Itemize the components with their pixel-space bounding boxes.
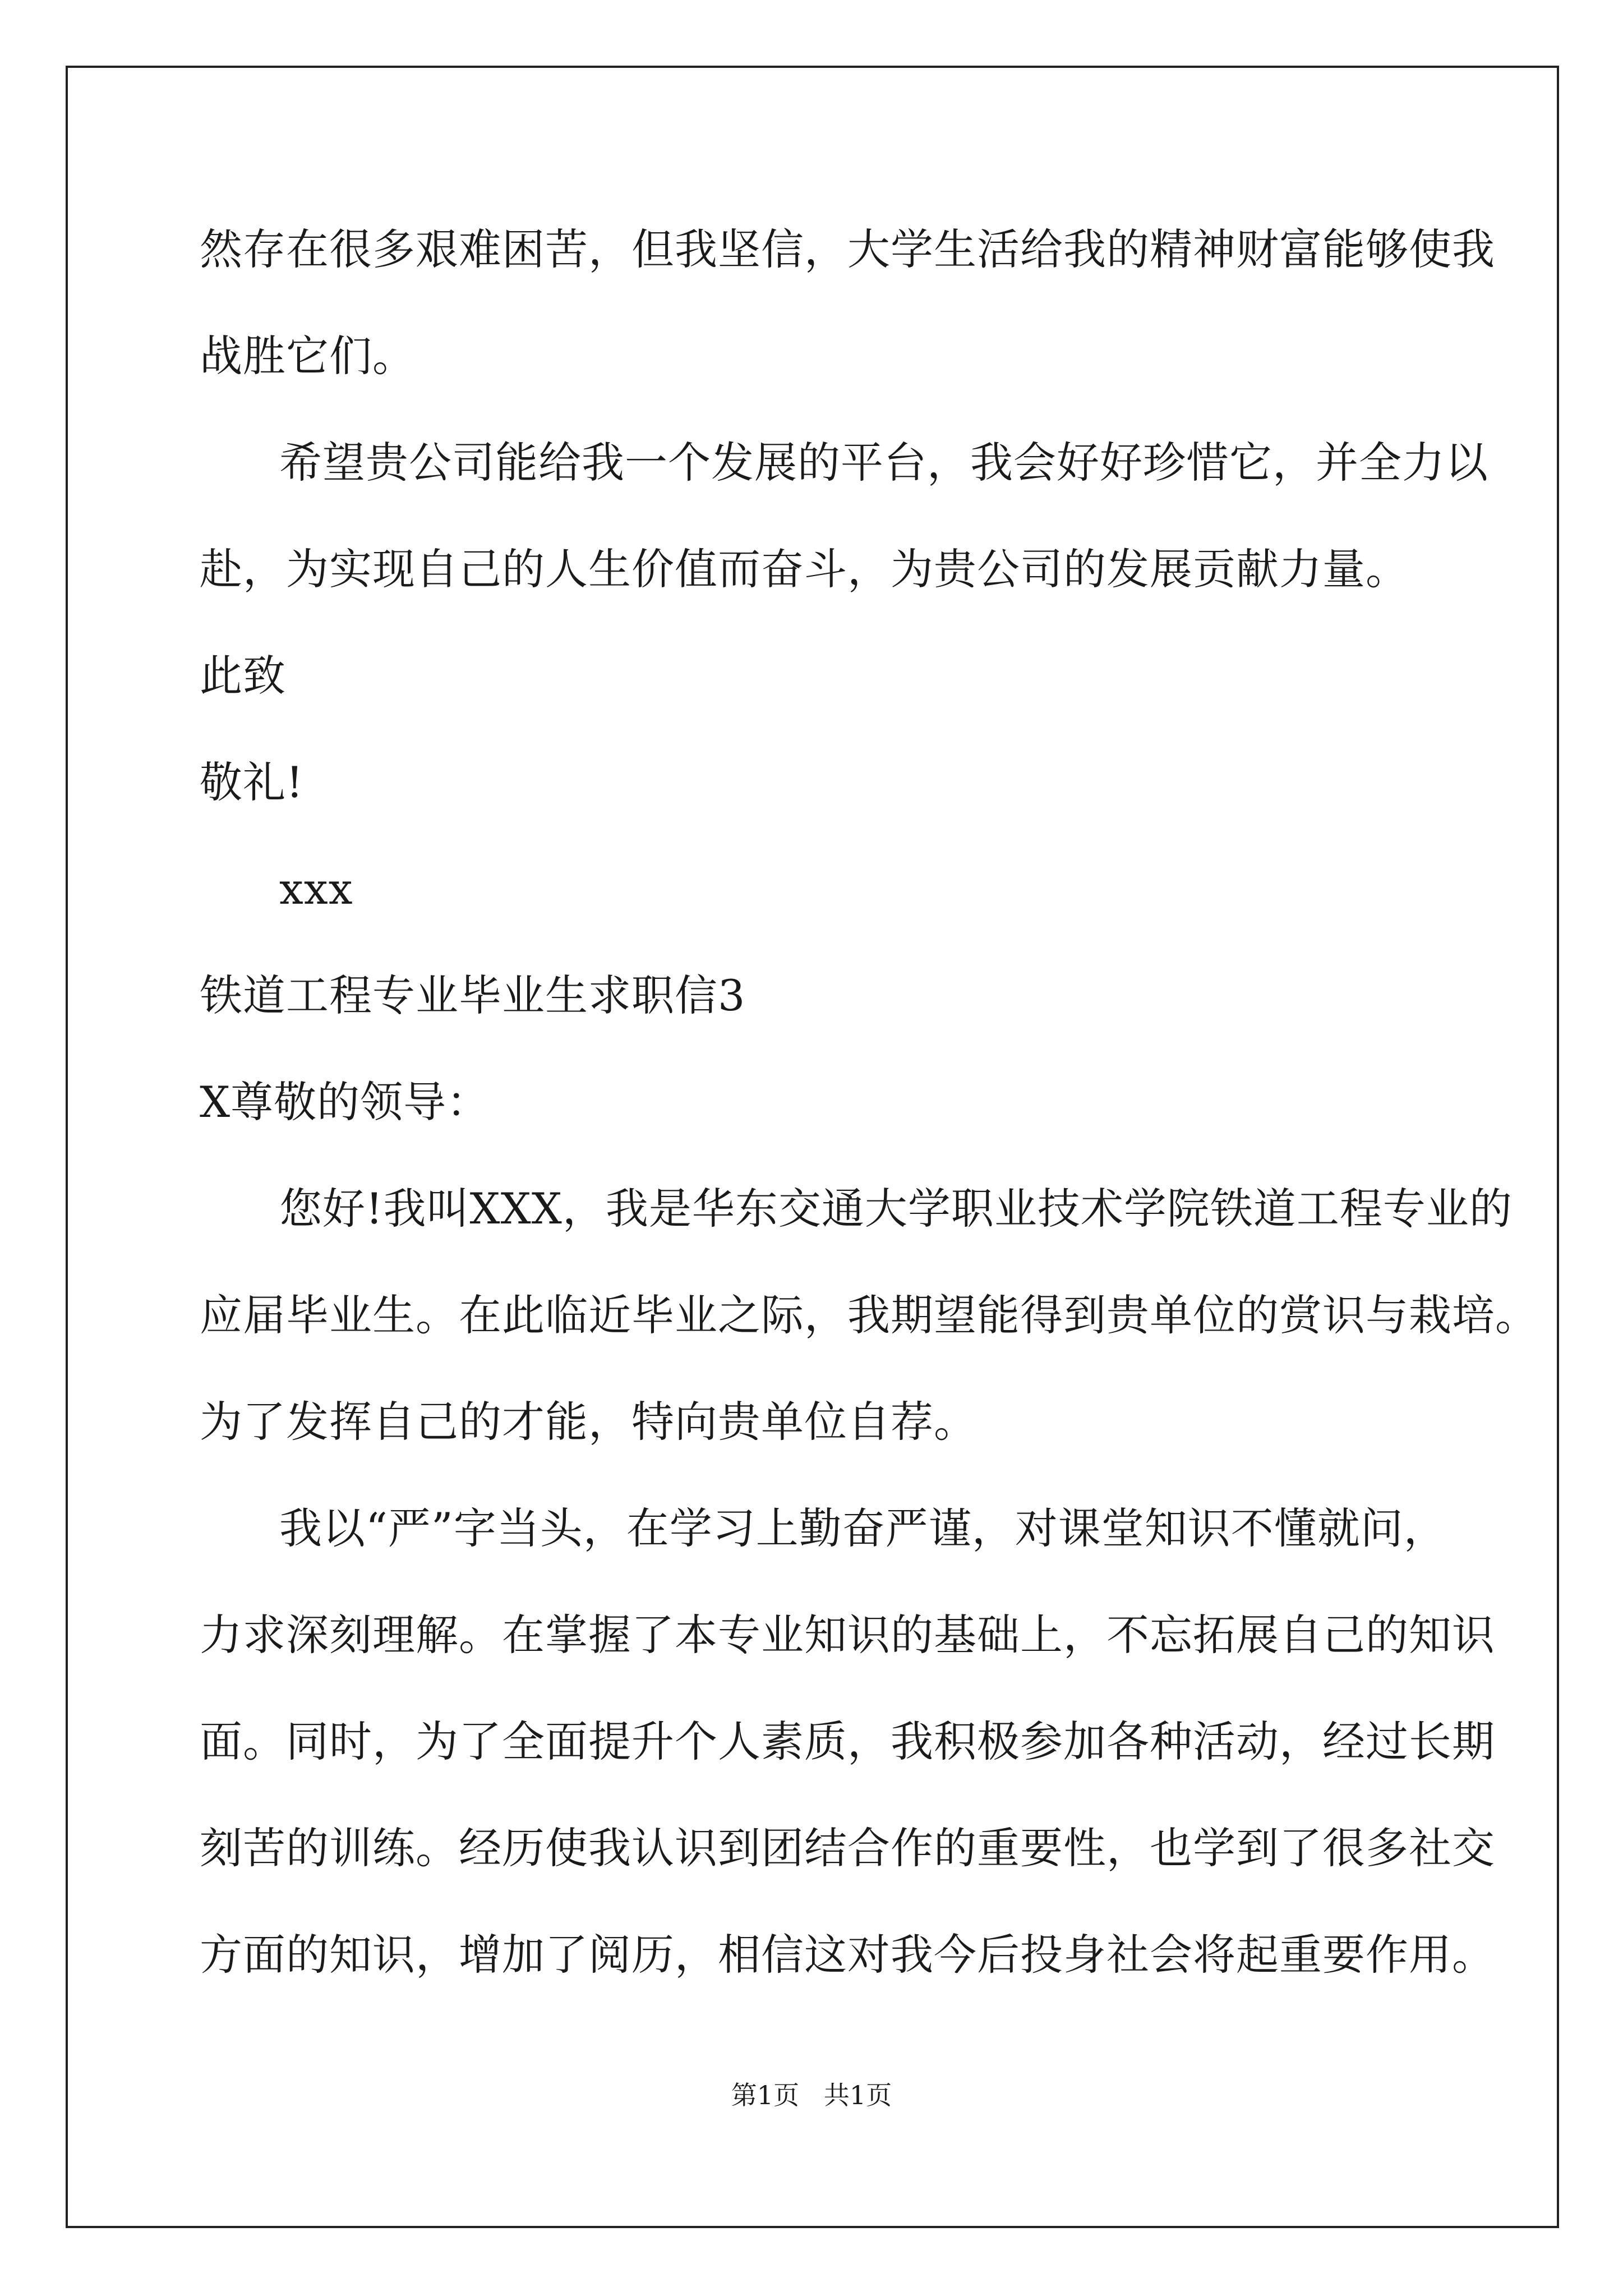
body-line-1: 然存在很多艰难困苦，但我坚信，大学生活给我的精神财富能够使我 bbox=[200, 224, 1495, 274]
closing-cizhi: 此致 bbox=[200, 651, 286, 701]
intro-line-3: 为了发挥自己的才能，特向贵单位自荐。 bbox=[200, 1397, 977, 1447]
body-line-2: 战胜它们。 bbox=[200, 331, 416, 381]
intro-line-2: 应届毕业生。在此临近毕业之际，我期望能得到贵单位的赏识与栽培。 bbox=[200, 1290, 1538, 1340]
salutation: X尊敬的领导： bbox=[200, 1077, 490, 1127]
closing-jingli: 敬礼! bbox=[200, 757, 304, 807]
paragraph-hope-line-1: 希望贵公司能给我一个发展的平台，我会好好珍惜它，并全力以 bbox=[279, 438, 1488, 487]
study-line-2: 力求深刻理解。在掌握了本专业知识的基础上，不忘拓展自己的知识 bbox=[200, 1610, 1495, 1660]
study-line-4: 刻苦的训练。经历使我认识到团结合作的重要性，也学到了很多社交 bbox=[200, 1823, 1495, 1873]
study-line-1: 我以“严”字当头，在学习上勤奋严谨，对课堂知识不懂就问， bbox=[279, 1503, 1447, 1553]
study-line-5: 方面的知识，增加了阅历，相信这对我今后投身社会将起重要作用。 bbox=[200, 1930, 1495, 1980]
study-line-3: 面。同时，为了全面提升个人素质，我积极参加各种活动，经过长期 bbox=[200, 1717, 1495, 1766]
page-border bbox=[66, 66, 1559, 2228]
intro-line-1: 您好!我叫XXX，我是华东交通大学职业技术学院铁道工程专业的 bbox=[279, 1184, 1513, 1234]
section-heading: 铁道工程专业毕业生求职信3 bbox=[200, 970, 746, 1020]
signature: xxx bbox=[279, 864, 353, 914]
paragraph-hope-line-2: 赴，为实现自己的人生价值而奋斗，为贵公司的发展贡献力量。 bbox=[200, 544, 1409, 594]
page-number-footer: 第1页 共1页 bbox=[731, 2080, 892, 2110]
